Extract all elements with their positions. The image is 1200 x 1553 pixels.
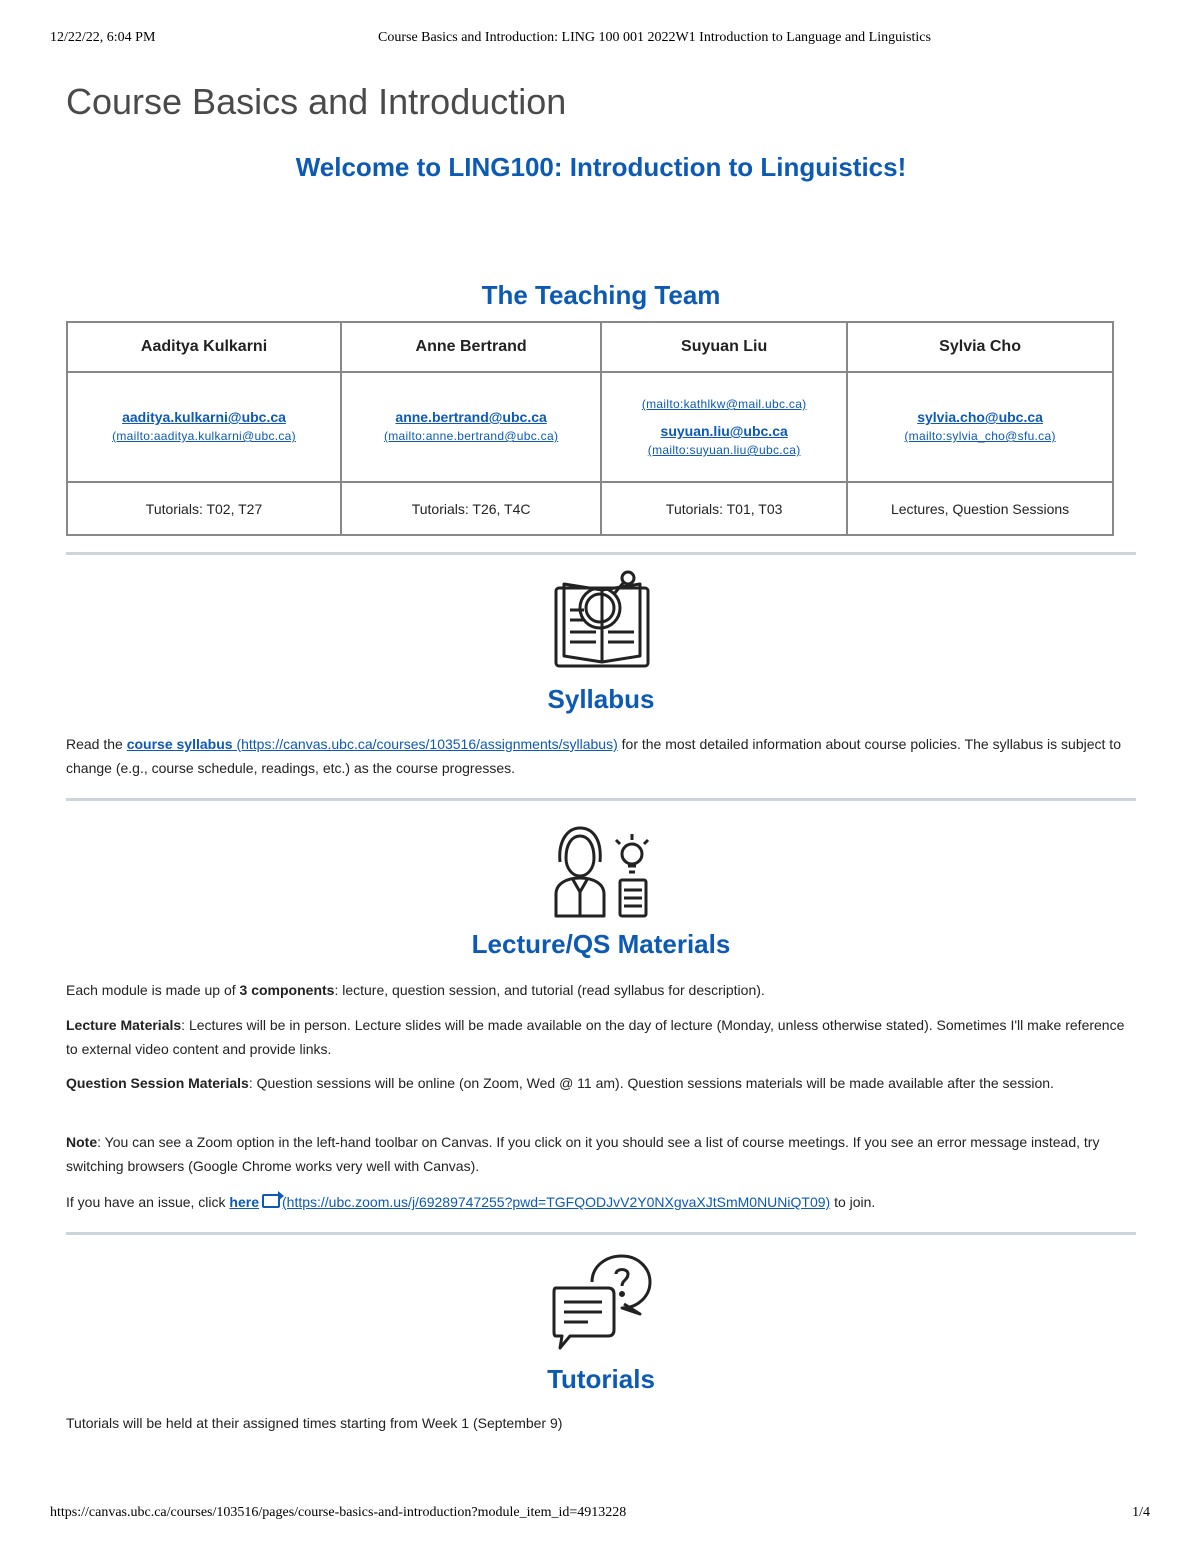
text: : You can see a Zoom option in the left-hand toolbar on Canvas. If you click on it you should see a list of course meetings. If you see an error message instead, try switching browsers (Google Chrome works very well with Canvas).: [66, 1134, 1100, 1174]
table-header-row: [67, 322, 1113, 372]
text: Each module is made up of: [66, 982, 240, 998]
role-cell: Tutorials: T26, T4C: [341, 482, 601, 535]
zoom-paragraph: [66, 1190, 1126, 1214]
email-cell: [67, 372, 341, 482]
text: to join.: [830, 1194, 876, 1210]
link-label: course syllabus: [126, 736, 233, 752]
text: Read the: [66, 736, 127, 752]
member-name: Anne Bertrand: [341, 322, 601, 372]
tutorials-heading: Tutorials: [547, 1364, 655, 1394]
divider: [66, 552, 1136, 555]
page-title: Course Basics and Introduction: [66, 81, 567, 122]
print-url: https://canvas.ubc.ca/courses/103516/pages/course-basics-and-introduction?module_item_id=4913228: [50, 1505, 627, 1520]
bold-text: 3 components: [239, 982, 335, 998]
member-name: Aaditya Kulkarni: [67, 322, 341, 372]
mailto-link[interactable]: (mailto:sylvia_cho@sfu.ca): [904, 429, 1056, 443]
link-url: (https://ubc.zoom.us/j/69289747255?pwd=TGFQODJvV2Y0NXgvaXJtSmM0NUNiQT09): [282, 1194, 831, 1210]
mailto-link[interactable]: (mailto:aaditya.kulkarni@ubc.ca): [112, 429, 296, 443]
mailto-link[interactable]: (mailto:suyuan.liu@ubc.ca): [647, 443, 801, 457]
text: : Question sessions will be online (on Zoom, Wed @ 11 am). Question sessions materials will be made available after the session.: [248, 1075, 1054, 1091]
text: for the most detailed information about course policies. The syllabus is subject to change (e.g., course schedule, readings, etc.) as the course progresses.: [66, 736, 1121, 776]
mailto-link[interactable]: (mailto:kathlkw@mail.ubc.ca): [641, 397, 807, 411]
member-name: Suyuan Liu: [601, 322, 847, 372]
email-cell: [847, 372, 1113, 482]
role-cell: Tutorials: T01, T03: [601, 482, 847, 535]
question-session-paragraph: [66, 1071, 1126, 1095]
book-magnifier-icon: [552, 570, 652, 670]
bold-text: Note: [66, 1134, 98, 1150]
link-label: here: [229, 1194, 259, 1210]
course-syllabus-link[interactable]: [127, 736, 618, 752]
mailto-link[interactable]: (mailto:anne.bertrand@ubc.ca): [383, 429, 559, 443]
syllabus-paragraph: [66, 732, 1126, 780]
note-paragraph: [66, 1130, 1126, 1178]
welcome-heading: Welcome to LING100: Introduction to Linguistics!: [295, 152, 907, 182]
teaching-team-table: [66, 321, 1114, 536]
lecture-materials-paragraph: [66, 1013, 1126, 1061]
email-link[interactable]: suyuan.liu@ubc.ca: [660, 423, 788, 439]
page-number: 1/4: [1132, 1505, 1150, 1520]
table-row-emails: [67, 372, 1113, 482]
print-datetime: 12/22/22, 6:04 PM: [50, 30, 156, 45]
tutorials-paragraph: Tutorials will be held at their assigned times starting from Week 1 (September 9): [66, 1415, 563, 1431]
divider: [66, 798, 1136, 801]
page-content: [66, 80, 1136, 1431]
modules-paragraph: [66, 978, 1126, 1002]
teacher-lightbulb-icon: [552, 820, 652, 920]
table-row-roles: [67, 482, 1113, 535]
email-link[interactable]: aaditya.kulkarni@ubc.ca: [122, 409, 286, 425]
external-link-icon: [262, 1194, 280, 1208]
divider: [66, 1232, 1136, 1235]
teaching-team-heading: The Teaching Team: [481, 280, 721, 310]
email-link[interactable]: anne.bertrand@ubc.ca: [395, 409, 547, 425]
lecture-materials-heading: Lecture/QS Materials: [471, 929, 731, 959]
text: : Lectures will be in person. Lecture slides will be made available on the day of lecture (Monday, unless otherwise stated). Sometimes I'll make reference to external video content and provide links.: [66, 1017, 1125, 1057]
member-name: Sylvia Cho: [847, 322, 1113, 372]
bold-text: Lecture Materials: [66, 1017, 182, 1033]
text: If you have an issue, click: [66, 1194, 230, 1210]
text: : lecture, question session, and tutorial (read syllabus for description).: [334, 982, 765, 998]
chat-question-icon: [552, 1252, 652, 1352]
link-url: (https://canvas.ubc.ca/courses/103516/assignments/syllabus): [236, 736, 618, 752]
email-cell: [341, 372, 601, 482]
print-header: [50, 30, 1150, 50]
syllabus-heading: Syllabus: [547, 684, 655, 714]
bold-text: Question Session Materials: [66, 1075, 249, 1091]
email-cell: [601, 372, 847, 482]
zoom-link[interactable]: [229, 1194, 830, 1210]
email-link[interactable]: sylvia.cho@ubc.ca: [917, 409, 1043, 425]
role-cell: Tutorials: T02, T27: [67, 482, 341, 535]
role-cell: Lectures, Question Sessions: [847, 482, 1113, 535]
print-title: Course Basics and Introduction: LING 100 001 2022W1 Introduction to Language and Linguistics: [378, 30, 931, 45]
print-footer: [50, 1505, 1150, 1525]
